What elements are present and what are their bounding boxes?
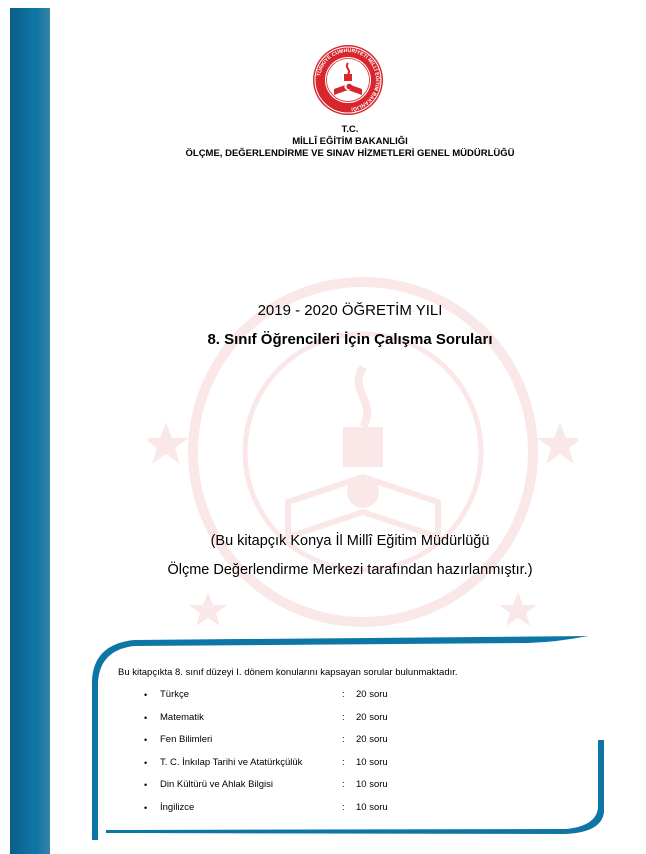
separator: : <box>342 801 345 813</box>
list-item <box>140 729 460 752</box>
logo-text: TÜRKİYE CUMHURİYETİ MİLLÎ EĞİTİM BAKANLIĞI <box>316 47 381 112</box>
bullet: • <box>144 712 148 723</box>
academic-year-title: 2019 - 2020 ÖĞRETİM YILI <box>257 302 443 319</box>
bullet: • <box>144 690 148 700</box>
question-count: 20 soru <box>356 734 388 745</box>
separator: : <box>342 711 345 723</box>
list-item <box>140 774 460 797</box>
separator: : <box>342 756 345 768</box>
subject-name: Matematik <box>160 711 204 723</box>
bullet: • <box>144 757 148 768</box>
bullet: • <box>144 735 148 745</box>
subject-name: Türkçe <box>160 689 190 700</box>
list-item <box>140 797 460 820</box>
subject-name: T. C. İnkılap Tarihi ve Atatürkçülük <box>160 756 303 768</box>
subject-name: Din Kültürü ve Ahlak Bilgisi <box>160 779 273 790</box>
list-item <box>140 684 460 707</box>
watermark-seal <box>148 262 578 642</box>
subject-list <box>140 684 460 819</box>
bullet: • <box>144 802 148 813</box>
question-count: 20 soru <box>356 689 388 700</box>
separator: : <box>342 689 345 700</box>
ministry-logo <box>311 43 385 117</box>
question-count: 10 soru <box>356 779 388 790</box>
info-intro: Bu kitapçıkta 8. sınıf düzeyi I. dönem konularını kapsayan sorular bulunmaktadır. <box>118 667 458 678</box>
subject-name: İngilizce <box>160 801 195 813</box>
header-ministry: MİLLÎ EĞİTİM BAKANLIĞI <box>292 136 408 147</box>
subject-name: Fen Bilimleri <box>160 734 213 745</box>
list-item <box>140 752 460 775</box>
note-line-2: Ölçme Değerlendirme Merkezi tarafından hazırlanmıştır.) <box>167 562 533 578</box>
header-tc: T.C. <box>341 124 359 135</box>
sidebar-highlight <box>36 8 50 854</box>
header-directorate: ÖLÇME, DEĞERLENDİRME VE SINAV HİZMETLERİ GENEL MÜDÜRLÜĞÜ <box>185 148 515 159</box>
bullet: • <box>144 780 148 790</box>
question-count: 10 soru <box>356 801 388 813</box>
question-count: 20 soru <box>356 711 388 723</box>
booklet-subtitle: 8. Sınıf Öğrencileri İçin Çalışma Soruları <box>207 331 493 348</box>
separator: : <box>342 734 345 745</box>
question-count: 10 soru <box>356 756 388 768</box>
separator: : <box>342 779 345 790</box>
list-item <box>140 707 460 730</box>
note-line-1: (Bu kitapçık Konya İl Millî Eğitim Müdürlüğü <box>210 533 490 549</box>
